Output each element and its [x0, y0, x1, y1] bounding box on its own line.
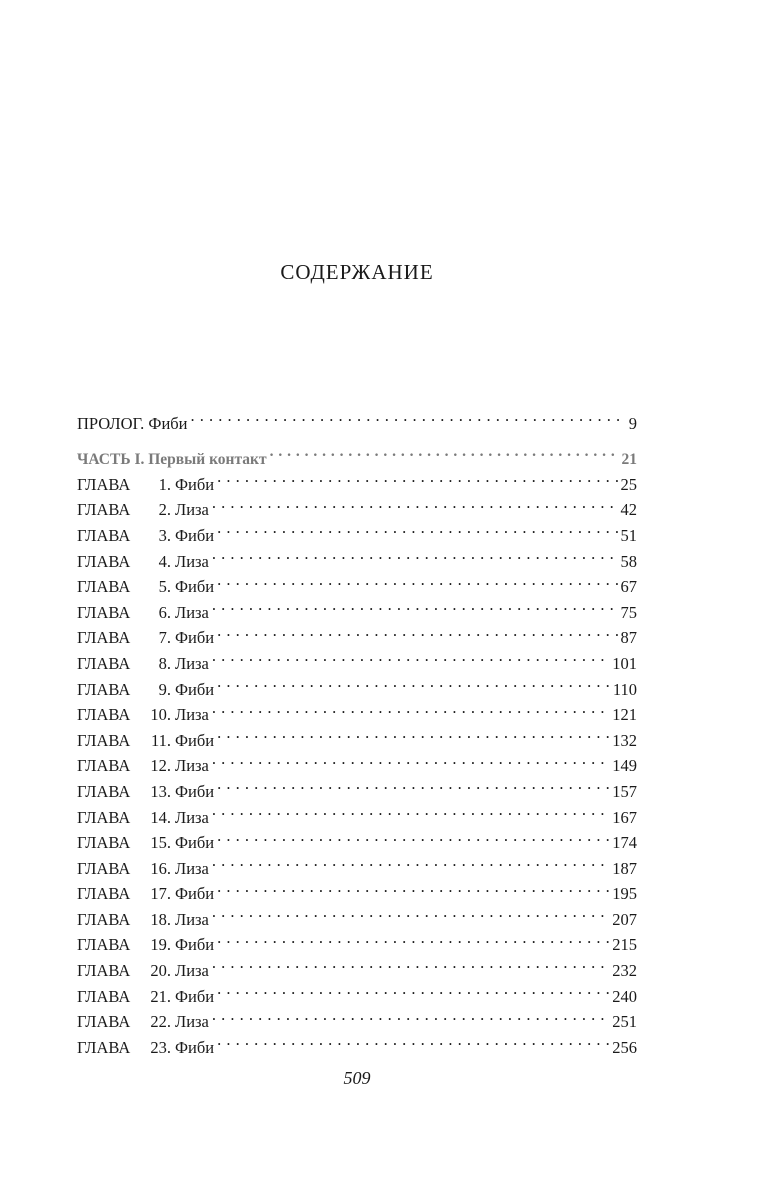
chapter-title: Лиза — [175, 858, 209, 878]
toc-page-number: 87 — [620, 628, 637, 648]
toc-chapter-label — [77, 702, 209, 728]
chapter-title: Лиза — [175, 961, 209, 981]
toc-page-number: 207 — [612, 909, 637, 929]
toc-chapter-label — [77, 1035, 214, 1061]
chapter-title: Лиза — [175, 807, 209, 827]
dot-leader — [212, 848, 609, 874]
chapter-word: ГЛАВА — [77, 884, 131, 904]
chapter-number: 16. — [150, 858, 171, 878]
chapter-title: Лиза — [175, 705, 209, 725]
chapter-number: 4. — [158, 551, 171, 571]
toc-chapter-label — [77, 1009, 209, 1035]
toc-page-number: 21 — [621, 451, 637, 469]
chapter-title: Лиза — [175, 551, 209, 571]
chapter-word: ГЛАВА — [77, 807, 131, 827]
chapter-word: ГЛАВА — [77, 653, 131, 673]
chapter-title: Фиби — [175, 628, 215, 648]
dot-leader — [212, 490, 618, 516]
chapter-number: 2. — [158, 500, 171, 520]
chapter-title: Фиби — [175, 577, 215, 597]
chapter-word: ГЛАВА — [77, 858, 131, 878]
chapter-list — [77, 464, 637, 1057]
toc-page-number: 9 — [628, 413, 637, 433]
dot-leader — [212, 695, 609, 721]
dot-leader — [212, 643, 609, 669]
toc-chapter-label — [77, 600, 209, 626]
chapter-number: 13. — [150, 781, 171, 801]
chapter-word: ГЛАВА — [77, 679, 131, 699]
dot-leader — [217, 771, 609, 797]
chapter-number: 1. — [158, 474, 171, 494]
chapter-number: 19. — [150, 935, 171, 955]
table-of-contents — [77, 403, 637, 1057]
chapter-title: Фиби — [175, 730, 215, 750]
chapter-word: ГЛАВА — [77, 705, 131, 725]
chapter-number: 11. — [150, 730, 171, 750]
dot-leader — [212, 950, 609, 976]
toc-chapter-label — [77, 907, 209, 933]
toc-page-number: 256 — [612, 1037, 637, 1057]
toc-chapter-label — [77, 625, 214, 651]
chapter-title: Фиби — [175, 935, 215, 955]
chapter-word: ГЛАВА — [77, 1037, 131, 1057]
chapter-number: 5. — [158, 577, 171, 597]
chapter-title: Фиби — [175, 679, 215, 699]
toc-page-number: 25 — [620, 474, 637, 494]
dot-leader — [217, 464, 617, 490]
toc-page-number: 149 — [612, 756, 637, 776]
toc-chapter-label — [77, 728, 214, 754]
dot-leader — [217, 925, 609, 951]
toc-page-number: 75 — [620, 602, 637, 622]
chapter-title: Лиза — [175, 500, 209, 520]
chapter-word: ГЛАВА — [77, 551, 131, 571]
page-title: СОДЕРЖАНИЕ — [280, 260, 434, 284]
toc-chapter-label — [77, 549, 209, 575]
chapter-title: Фиби — [175, 525, 215, 545]
toc-page-number: 51 — [620, 525, 637, 545]
chapter-title: Лиза — [175, 1012, 209, 1032]
toc-chapter-label — [77, 779, 214, 805]
chapter-number: 18. — [150, 909, 171, 929]
dot-leader — [217, 976, 609, 1002]
chapter-word: ГЛАВА — [77, 961, 131, 981]
toc-page-number: 240 — [612, 986, 637, 1006]
toc-entry-prologue[interactable] — [77, 403, 637, 433]
toc-chapter-label — [77, 651, 209, 677]
toc-page-number: 110 — [612, 679, 637, 699]
chapter-word: ГЛАВА — [77, 935, 131, 955]
dot-leader — [217, 618, 617, 644]
chapter-word: ГЛАВА — [77, 833, 131, 853]
dot-leader — [212, 541, 618, 567]
toc-page-number: 174 — [612, 833, 637, 853]
chapter-title: Лиза — [175, 756, 209, 776]
dot-leader — [212, 1002, 609, 1028]
toc-page-number: 215 — [612, 935, 637, 955]
toc-page-number: 232 — [612, 961, 637, 981]
dot-leader — [212, 592, 618, 618]
dot-leader — [270, 439, 619, 465]
chapter-number: 12. — [150, 756, 171, 776]
chapter-title: Фиби — [175, 884, 215, 904]
dot-leader — [217, 669, 610, 695]
page-number: 509 — [343, 1068, 371, 1088]
chapter-word: ГЛАВА — [77, 525, 131, 545]
toc-chapter-label — [77, 856, 209, 882]
chapter-title: Фиби — [175, 833, 215, 853]
chapter-word: ГЛАВА — [77, 628, 131, 648]
chapter-word: ГЛАВА — [77, 909, 131, 929]
toc-page-number: 187 — [612, 858, 637, 878]
dot-leader — [191, 403, 626, 429]
chapter-number: 17. — [150, 884, 171, 904]
toc-page-number: 251 — [612, 1012, 637, 1032]
dot-leader — [217, 720, 609, 746]
toc-chapter-label — [77, 805, 209, 831]
dot-leader — [217, 567, 617, 593]
toc-chapter-label — [77, 677, 214, 703]
chapter-title: Лиза — [175, 602, 209, 622]
chapter-title: Фиби — [175, 781, 215, 801]
toc-entry-part[interactable] — [77, 439, 637, 469]
toc-chapter-label — [77, 830, 214, 856]
toc-chapter-label — [77, 932, 214, 958]
dot-leader — [217, 874, 609, 900]
chapter-number: 21. — [150, 986, 171, 1006]
dot-leader — [217, 1027, 609, 1053]
toc-chapter-label — [77, 523, 214, 549]
toc-page-number: 67 — [620, 577, 637, 597]
chapter-word: ГЛАВА — [77, 602, 131, 622]
dot-leader — [212, 746, 609, 772]
chapter-title: Фиби — [175, 1037, 215, 1057]
toc-chapter-label — [77, 753, 209, 779]
chapter-title: Фиби — [175, 474, 215, 494]
chapter-word: ГЛАВА — [77, 730, 131, 750]
chapter-number: 23. — [150, 1037, 171, 1057]
dot-leader — [217, 823, 609, 849]
toc-page-number: 195 — [612, 884, 637, 904]
toc-chapter-label — [77, 881, 214, 907]
toc-part-label: ЧАСТЬ I. Первый контакт — [77, 451, 267, 469]
chapter-title: Лиза — [175, 909, 209, 929]
dot-leader — [217, 515, 617, 541]
chapter-word: ГЛАВА — [77, 986, 131, 1006]
chapter-number: 8. — [158, 653, 171, 673]
chapter-number: 14. — [150, 807, 171, 827]
chapter-word: ГЛАВА — [77, 474, 131, 494]
chapter-number: 20. — [150, 961, 171, 981]
chapter-number: 10. — [150, 705, 171, 725]
chapter-number: 3. — [158, 525, 171, 545]
chapter-title: Лиза — [175, 653, 209, 673]
toc-page-number: 42 — [620, 500, 637, 520]
chapter-number: 22. — [150, 1012, 171, 1032]
toc-chapter-label — [77, 984, 214, 1010]
chapter-word: ГЛАВА — [77, 756, 131, 776]
toc-chapter-label — [77, 958, 209, 984]
toc-chapter-label — [77, 574, 214, 600]
toc-page-number: 121 — [612, 705, 637, 725]
toc-page-number: 132 — [612, 730, 637, 750]
chapter-word: ГЛАВА — [77, 781, 131, 801]
chapter-title: Фиби — [175, 986, 215, 1006]
toc-chapter-label — [77, 497, 209, 523]
chapter-word: ГЛАВА — [77, 500, 131, 520]
dot-leader — [212, 797, 609, 823]
toc-page-number: 58 — [620, 551, 637, 571]
chapter-word: ГЛАВА — [77, 577, 131, 597]
toc-page-number: 167 — [612, 807, 637, 827]
chapter-number: 6. — [158, 602, 171, 622]
toc-entry-label: ПРОЛОГ. Фиби — [77, 413, 188, 433]
toc-page-number: 157 — [612, 781, 637, 801]
toc-page-number: 101 — [612, 653, 637, 673]
chapter-number: 15. — [150, 833, 171, 853]
chapter-word: ГЛАВА — [77, 1012, 131, 1032]
chapter-number: 9. — [158, 679, 171, 699]
toc-chapter-label — [77, 472, 214, 498]
chapter-number: 7. — [158, 628, 171, 648]
dot-leader — [212, 899, 609, 925]
